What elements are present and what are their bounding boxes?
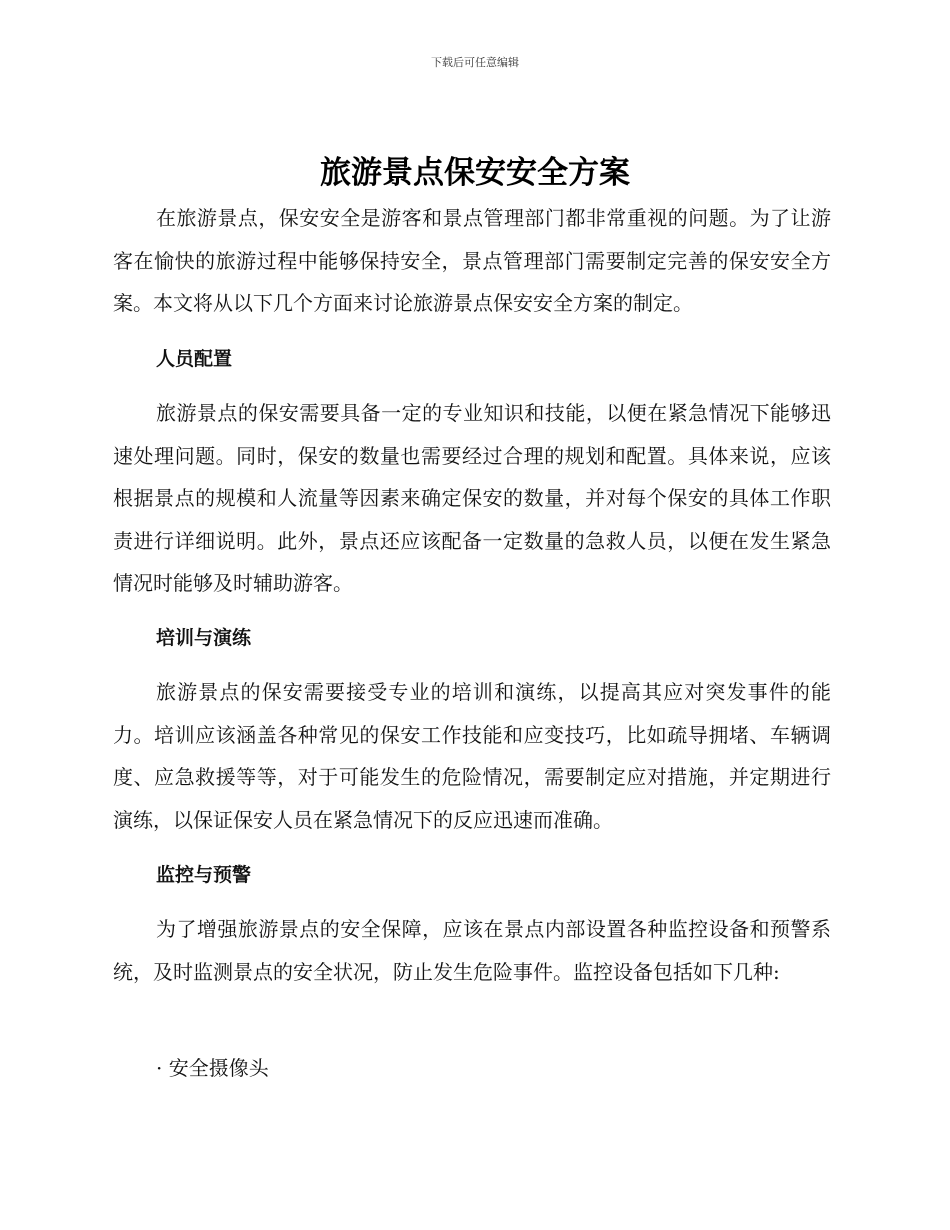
section-paragraph-monitoring: 为了增强旅游景点的安全保障，应该在景点内部设置各种监控设备和预警系统，及时监测景点的安全状况，防止发生危险事件。监控设备包括如下几种: [113,917,831,984]
section-heading-monitoring: 监控与预警 [156,864,252,886]
section-paragraph-training: 旅游景点的保安需要接受专业的培训和演练，以提高其应对突发事件的能力。培训应该涵盖各种常见的保安工作技能和应变技巧，比如疏导拥堵、车辆调度、应急救援等等，对于可能发生的危险情况，需要制定应对措施，并定期进行演练，以保证保安人员在紧急情况下的反应迅速而准确。 [113,680,831,832]
header-note: 下载后可任意编辑 [431,56,519,69]
intro-paragraph: 在旅游景点，保安安全是游客和景点管理部门都非常重视的问题。为了让游客在愉快的旅游过程中能够保持安全，景点管理部门需要制定完善的保安安全方案。本文将从以下几个方面来讨论旅游景点保安安全方案的制定。 [113,206,831,315]
document-title: 旅游景点保安安全方案 [320,155,630,191]
section-heading-staffing: 人员配置 [156,348,233,370]
section-paragraph-staffing: 旅游景点的保安需要具备一定的专业知识和技能，以便在紧急情况下能够迅速处理问题。同时，保安的数量也需要经过合理的规划和配置。具体来说，应该根据景点的规模和人流量等因素来确定保安的数量，并对每个保安的具体工作职责进行详细说明。此外，景点还应该配备一定数量的急救人员，以便在发生紧急情况时能够及时辅助游客。 [113,401,831,595]
section-heading-training: 培训与演练 [156,627,252,649]
bullet-item: · 安全摄像头 [156,1056,269,1080]
